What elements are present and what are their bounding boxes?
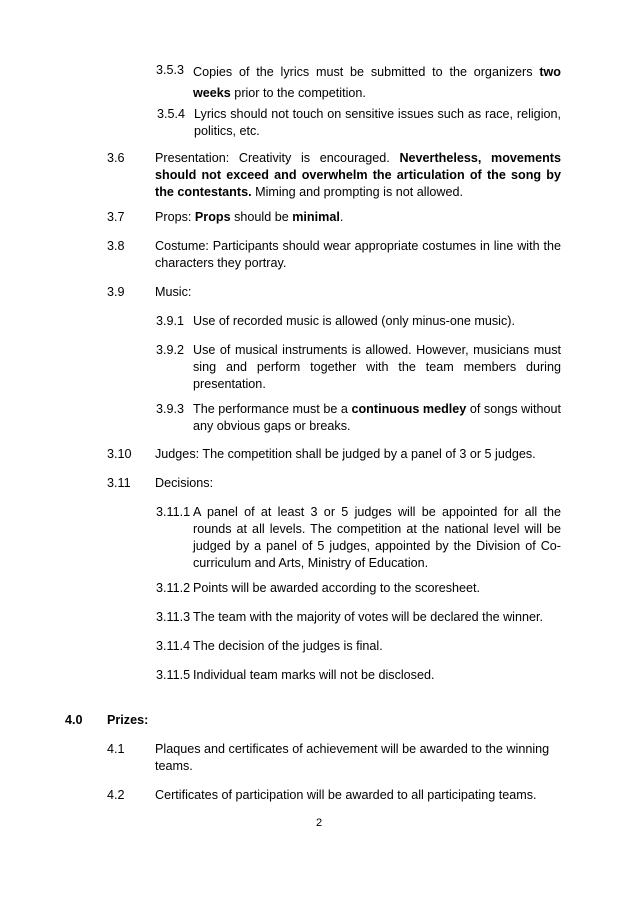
item-4-2 [107,787,561,804]
item-number: 3.9.3 [156,402,185,416]
section-number: 4.0 [65,713,83,727]
item-3-10 [107,446,561,463]
item-number: 3.11.4 [156,639,191,653]
item-text: Use of musical instruments is allowed. However, musicians must sing and perform together with the team members during presentation. [193,343,561,391]
item-3-6 [107,150,561,201]
item-text: Certificates of participation will be awarded to all participating teams. [155,788,537,802]
section-4-0-heading [65,712,561,729]
item-text: Music: [155,285,192,299]
item-number: 3.11 [107,476,131,490]
item-text: Presentation: Creativity is encouraged. Nevertheless, movements should not exceed and overwhelm the articulation of the song by the contestants. Miming and prompting is not allowed. [155,151,561,199]
section-title: Prizes: [107,713,149,727]
item-number: 3.9.2 [156,343,185,357]
item-3-9-3 [156,401,561,435]
item-number: 3.6 [107,151,125,165]
item-text: The performance must be a continuous medley of songs without any obvious gaps or breaks. [193,402,561,433]
item-text: Individual team marks will not be disclosed. [193,668,435,682]
item-3-11-3 [156,609,561,626]
item-text: A panel of at least 3 or 5 judges will be appointed for all the rounds at all levels. The competition at the national level will be judged by a panel of 5 judges, appointed by the Division of Co-curriculum and Arts, Ministry of Education. [193,505,561,570]
item-number: 3.11.1 [156,505,191,519]
item-3-7 [107,209,561,226]
item-3-11-2 [156,580,561,597]
item-number: 3.8 [107,239,125,253]
item-text: Decisions: [155,476,214,490]
item-3-11-1 [156,504,561,572]
item-number: 3.5.3 [156,63,185,77]
item-text: Points will be awarded according to the scoresheet. [193,581,481,595]
item-text: Copies of the lyrics must be submitted to the organizers two weeks prior to the competition. [193,65,561,100]
item-4-1 [107,741,561,775]
item-3-11-5 [156,667,561,684]
item-3-11-4 [156,638,561,655]
item-3-9-1 [156,313,561,330]
item-number: 4.1 [107,742,125,756]
item-number: 3.11.3 [156,610,191,624]
item-number: 3.5.4 [157,107,186,121]
item-3-8 [107,238,561,272]
item-text: Use of recorded music is allowed (only minus-one music). [193,314,515,328]
item-text: The decision of the judges is final. [193,639,383,653]
item-text: Judges: The competition shall be judged by a panel of 3 or 5 judges. [155,447,536,461]
item-3-11 [107,475,561,492]
item-text: Plaques and certificates of achievement will be awarded to the winning teams. [155,742,550,773]
item-number: 3.7 [107,210,125,224]
item-3-5-4 [157,106,561,140]
item-text: Lyrics should not touch on sensitive issues such as race, religion, politics, etc. [194,107,561,138]
item-number: 3.11.2 [156,581,191,595]
item-3-9 [107,284,561,301]
item-number: 3.11.5 [156,668,191,682]
item-text: Costume: Participants should wear appropriate costumes in line with the characters they portray. [155,239,561,270]
item-text: Props: Props should be minimal. [155,210,344,224]
item-number: 3.9.1 [156,314,185,328]
item-number: 3.9 [107,285,125,299]
item-number: 4.2 [107,788,125,802]
item-text: The team with the majority of votes will be declared the winner. [193,610,543,624]
item-number: 3.10 [107,447,132,461]
item-3-5-3 [156,62,561,104]
page-number: 2 [315,817,323,829]
item-3-9-2 [156,342,561,393]
